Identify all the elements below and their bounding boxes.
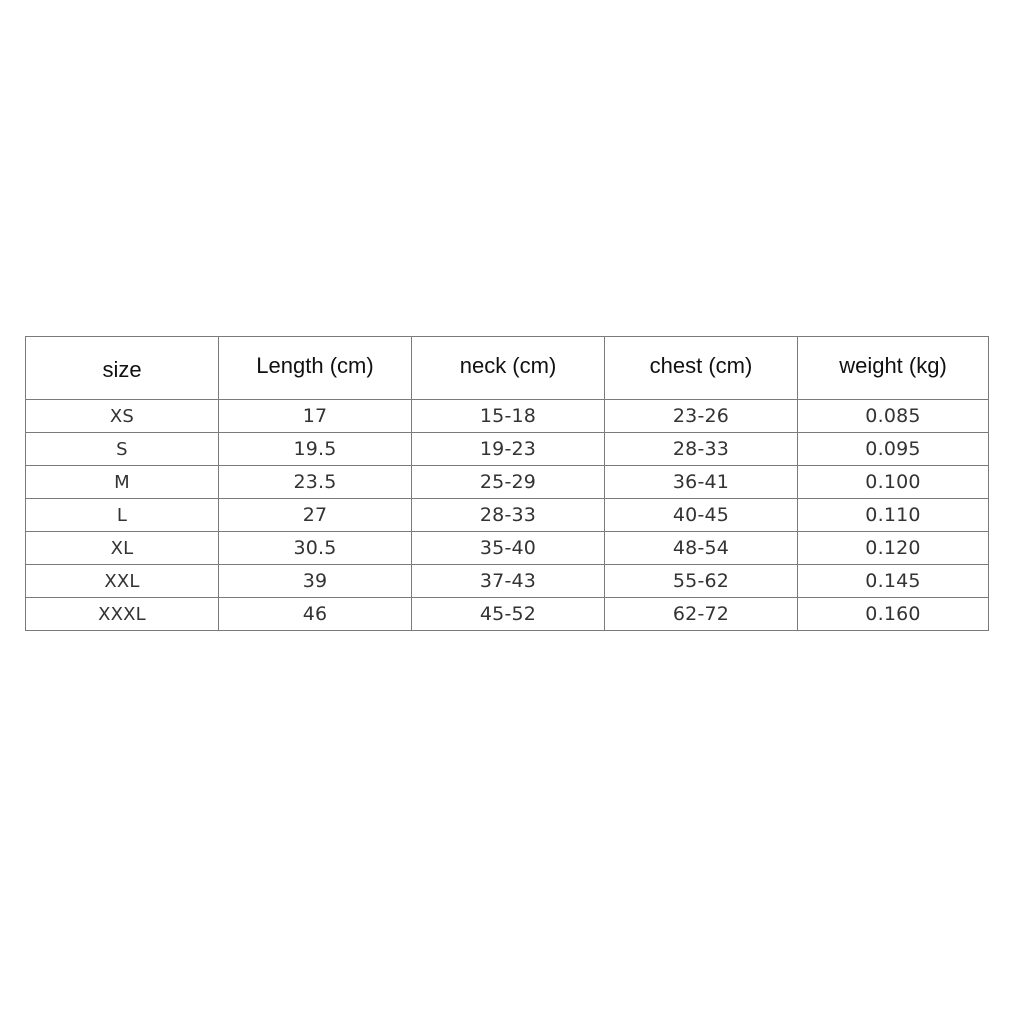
size-chart-table	[25, 336, 989, 631]
cell-neck: 15-18	[412, 400, 605, 433]
cell-length: 30.5	[219, 532, 412, 565]
cell-neck: 25-29	[412, 466, 605, 499]
table-row	[26, 433, 989, 466]
cell-chest: 36-41	[605, 466, 798, 499]
cell-size: M	[26, 466, 219, 499]
cell-size: XXL	[26, 565, 219, 598]
cell-neck: 45-52	[412, 598, 605, 631]
cell-weight: 0.100	[798, 466, 989, 499]
table-row	[26, 466, 989, 499]
table-header-row	[26, 337, 989, 400]
table-row	[26, 598, 989, 631]
table-row	[26, 400, 989, 433]
header-size: size	[26, 337, 219, 400]
cell-weight: 0.145	[798, 565, 989, 598]
cell-chest: 28-33	[605, 433, 798, 466]
cell-size: XXXL	[26, 598, 219, 631]
cell-chest: 55-62	[605, 565, 798, 598]
cell-chest: 23-26	[605, 400, 798, 433]
cell-size: S	[26, 433, 219, 466]
table-row	[26, 532, 989, 565]
cell-weight: 0.095	[798, 433, 989, 466]
cell-length: 46	[219, 598, 412, 631]
cell-size: XS	[26, 400, 219, 433]
cell-size: XL	[26, 532, 219, 565]
cell-length: 17	[219, 400, 412, 433]
cell-weight: 0.110	[798, 499, 989, 532]
cell-length: 39	[219, 565, 412, 598]
cell-weight: 0.085	[798, 400, 989, 433]
cell-chest: 48-54	[605, 532, 798, 565]
cell-neck: 28-33	[412, 499, 605, 532]
cell-neck: 37-43	[412, 565, 605, 598]
table-row	[26, 565, 989, 598]
cell-chest: 40-45	[605, 499, 798, 532]
cell-length: 19.5	[219, 433, 412, 466]
header-length: Length (cm)	[219, 337, 412, 400]
cell-size: L	[26, 499, 219, 532]
cell-weight: 0.120	[798, 532, 989, 565]
header-neck: neck (cm)	[412, 337, 605, 400]
cell-weight: 0.160	[798, 598, 989, 631]
table-row	[26, 499, 989, 532]
header-chest: chest (cm)	[605, 337, 798, 400]
cell-chest: 62-72	[605, 598, 798, 631]
cell-length: 27	[219, 499, 412, 532]
cell-length: 23.5	[219, 466, 412, 499]
cell-neck: 19-23	[412, 433, 605, 466]
cell-neck: 35-40	[412, 532, 605, 565]
header-weight: weight (kg)	[798, 337, 989, 400]
